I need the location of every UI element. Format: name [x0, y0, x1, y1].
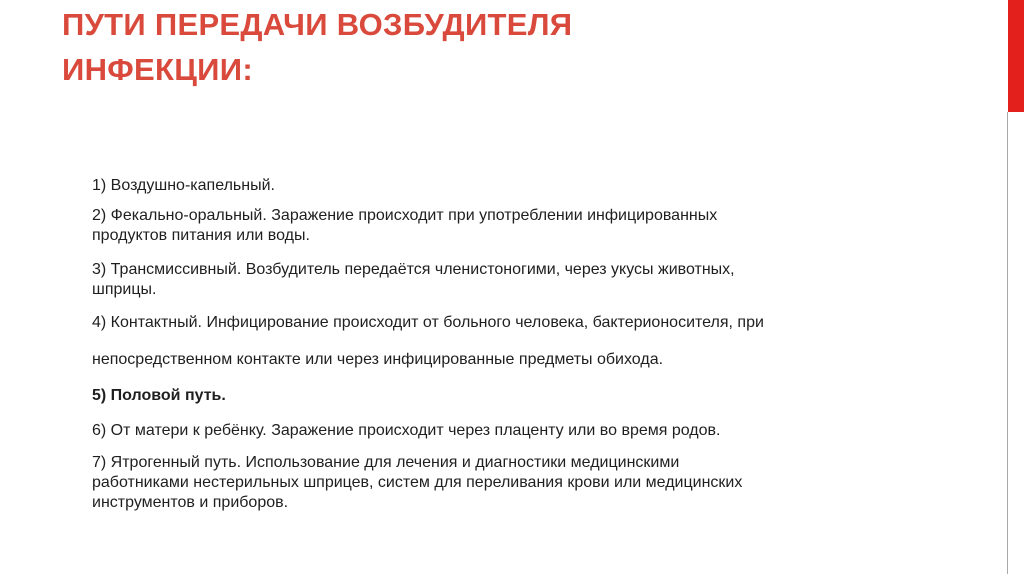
- list-item-line: 6) От матери к ребёнку. Заражение происходит через плаценту или во время родов.: [92, 422, 721, 439]
- slide-title-line-1: ПУТИ ПЕРЕДАЧИ ВОЗБУДИТЕЛЯ: [62, 7, 573, 42]
- list-item-mother-to-child: [92, 421, 1024, 441]
- list-item-line: 5) Половой путь.: [92, 387, 226, 404]
- list-item-transmissive: [92, 260, 1024, 300]
- list-item-line: продуктов питания или воды.: [92, 227, 310, 244]
- list-item-line: 1) Воздушно-капельный.: [92, 177, 275, 194]
- list-item-iatrogenic: [92, 453, 1024, 513]
- list-item-line: работниками нестерильных шприцев, систем для переливания крови или медицинских: [92, 474, 743, 491]
- list-item-line: шприцы.: [92, 281, 157, 298]
- list-item-line: 3) Трансмиссивный. Возбудитель передаётся членистоногими, через укусы животных,: [92, 261, 735, 278]
- list-item-contact: [92, 313, 1024, 333]
- list-item-line: инструментов и приборов.: [92, 494, 289, 511]
- list-item-airborne: [92, 176, 1024, 196]
- list-item-line: непосредственном контакте или через инфицированные предметы обихода.: [92, 351, 664, 368]
- list-item-line: 2) Фекально-оральный. Заражение происходит при употреблении инфицированных: [92, 207, 718, 224]
- list-item-contact-continued: [92, 350, 1024, 370]
- accent-bar: [1008, 0, 1024, 112]
- list-item-line: 4) Контактный. Инфицирование происходит от больного человека, бактерионосителя, при: [92, 314, 764, 331]
- transmission-routes-list: [92, 176, 1024, 513]
- list-item-line: 7) Ятрогенный путь. Использование для лечения и диагностики медицинскими: [92, 454, 680, 471]
- slide-title-line-2: ИНФЕКЦИИ:: [62, 52, 253, 87]
- slide-title: [62, 2, 962, 92]
- list-item-sexual: [92, 386, 1024, 406]
- list-item-fecal-oral: [92, 206, 1024, 246]
